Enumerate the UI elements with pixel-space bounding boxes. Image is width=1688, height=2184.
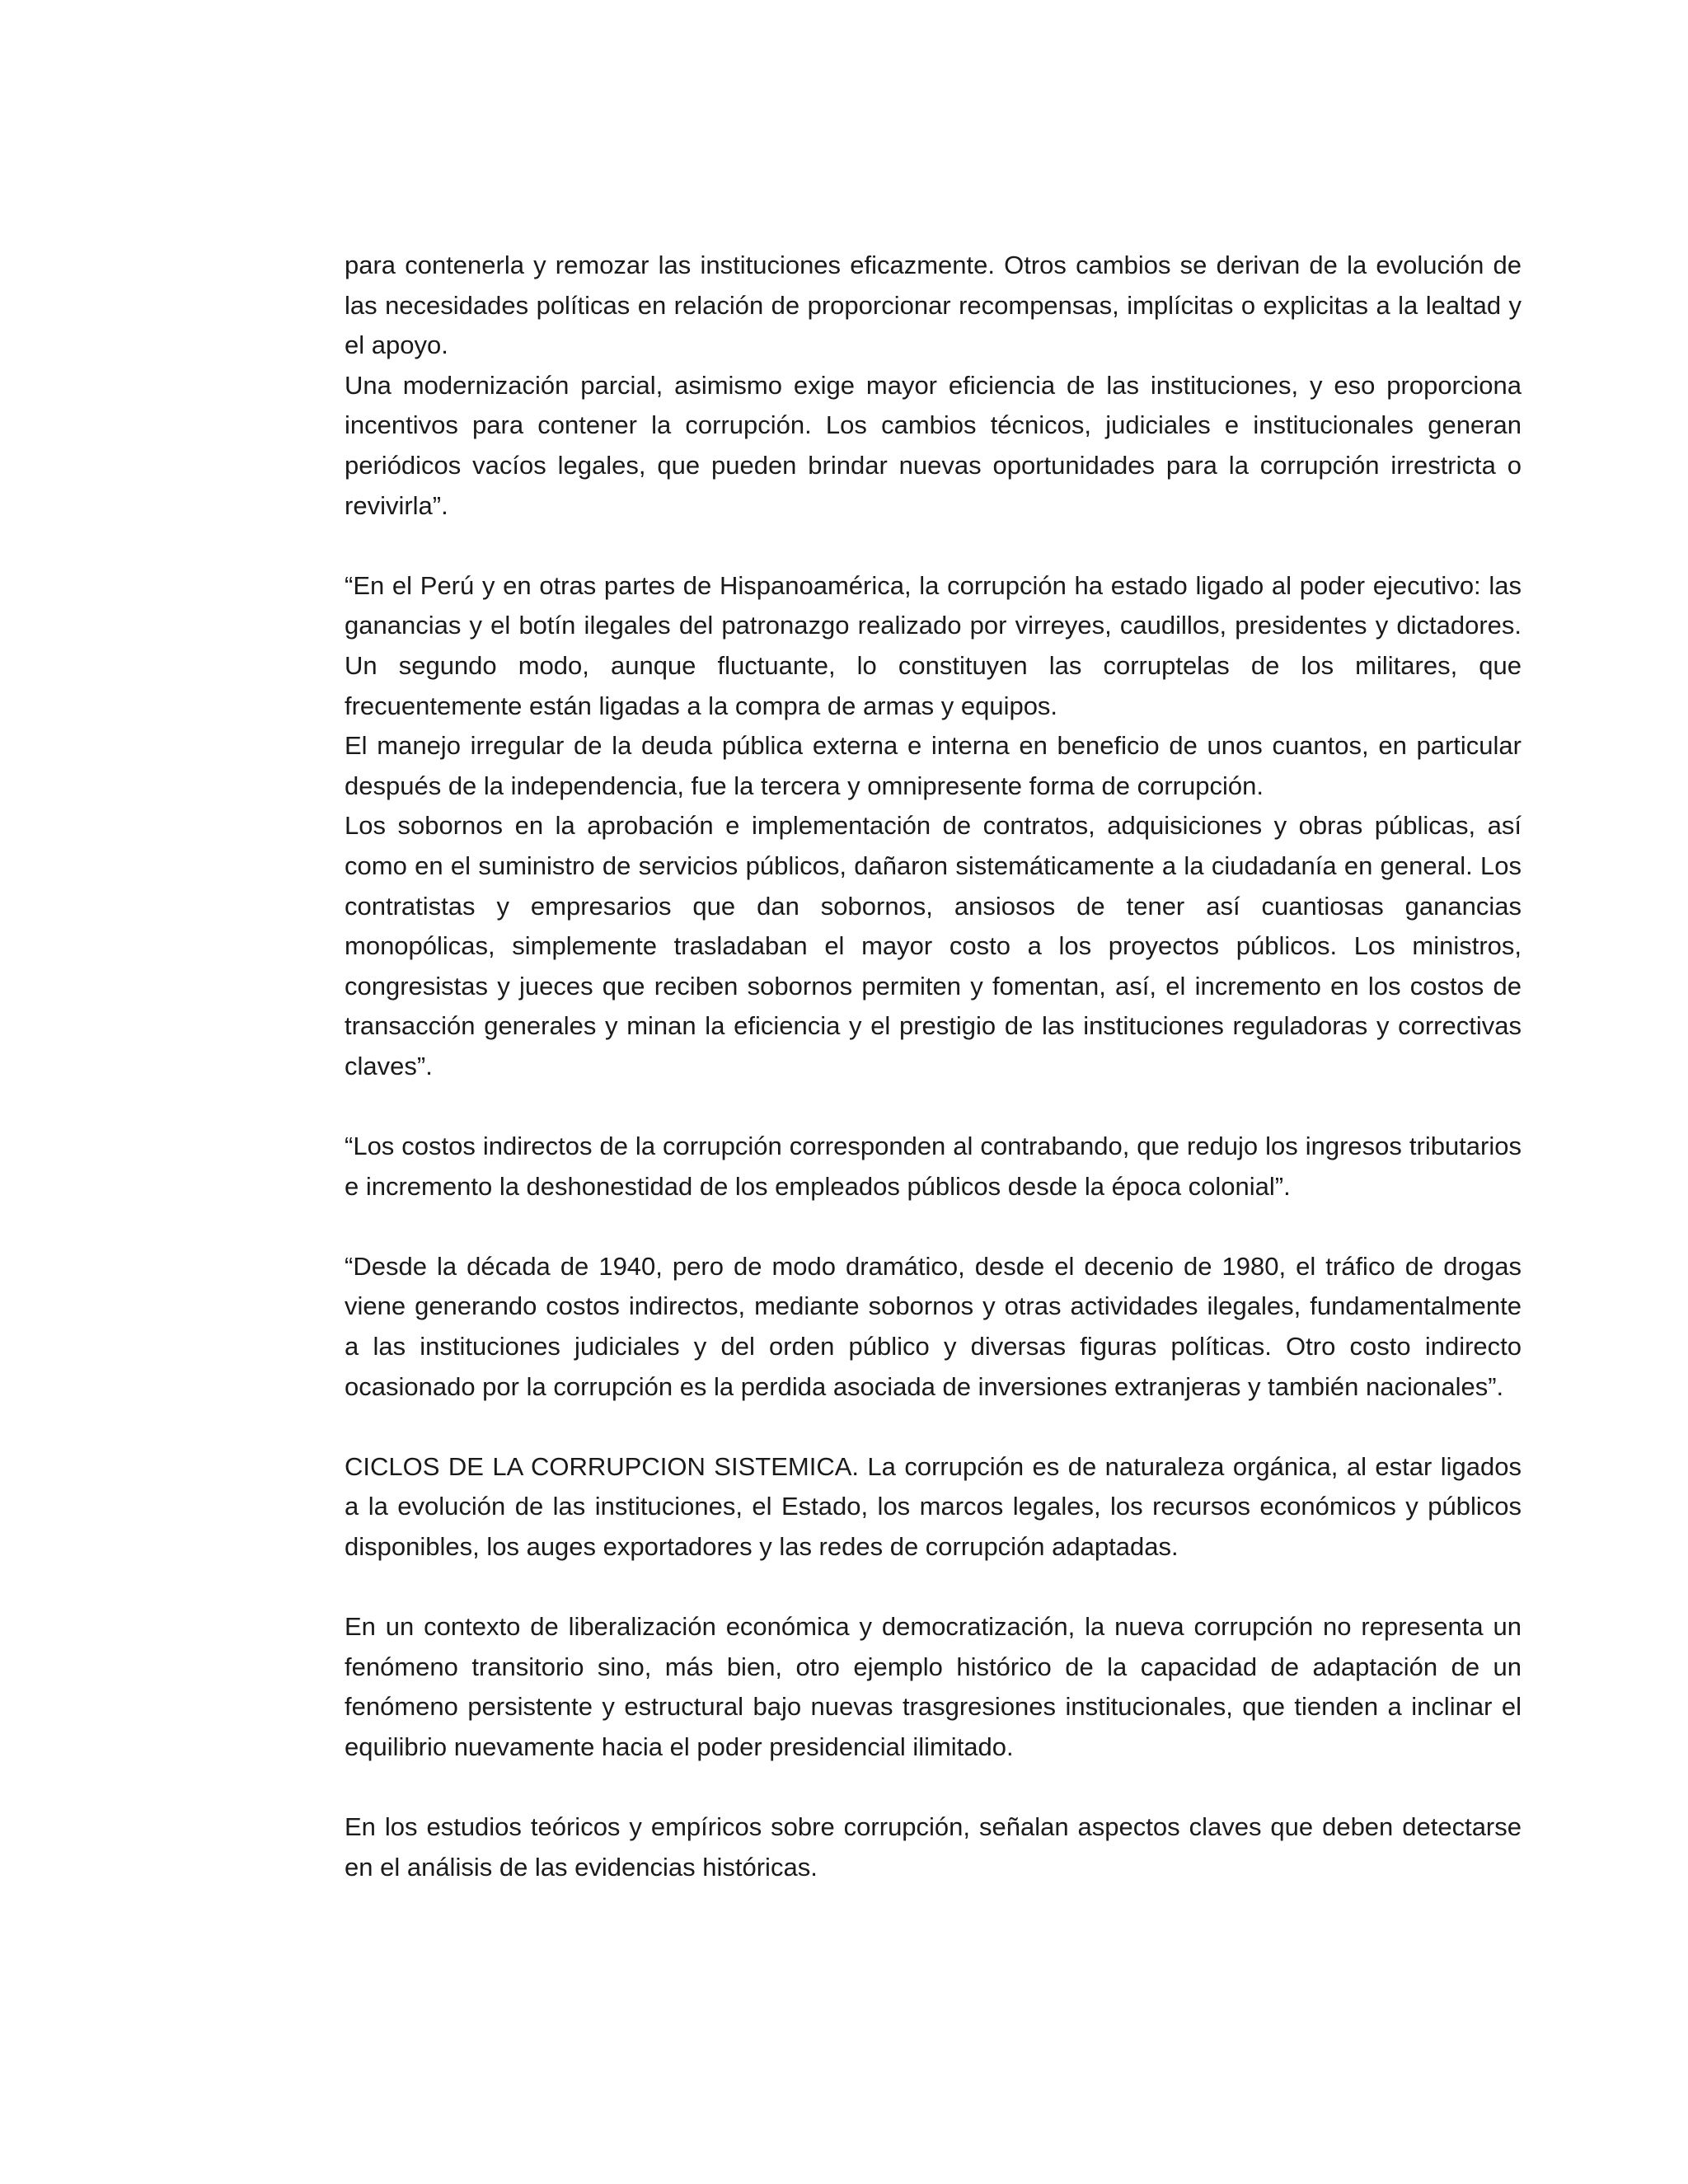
paragraph-peru-hispanoamerica: “En el Perú y en otras partes de Hispanoamérica, la corrupción ha estado ligado al poder ejecutivo: las ganancias y el botín ilegales del patronazgo realizado por virreyes, caudillos, presidentes y dictadores. Un segundo modo, aunque fluctuante, lo constituyen las corruptelas de los militares, que frecuentemente están ligadas a la compra de armas y equipos.	[345, 570, 1522, 720]
paragraph-liberalizacion: En un contexto de liberalización económica y democratización, la nueva corrupción no representa un fenómeno transitorio sino, más bien, otro ejemplo histórico de la capacidad de adaptación de un fenómeno persistente y estructural bajo nuevas trasgresiones institucionales, que tienden a inclinar el equilibrio nuevamente hacia el poder presidencial ilimitado.	[345, 1612, 1522, 1761]
paragraph-deuda-publica: El manejo irregular de la deuda pública externa e interna en beneficio de unos cuantos, en particular después de la independencia, fue la tercera y omnipresente forma de corrupción.	[345, 731, 1522, 800]
paragraph-contenerla: para contenerla y remozar las instituciones eficazmente. Otros cambios se derivan de la evolución de las necesidades políticas en relación de proporcionar recompensas, implícitas o explicitas a la lealtad y el apoyo.	[345, 251, 1522, 360]
paragraph-modernizacion: Una modernización parcial, asimismo exige mayor eficiencia de las instituciones, y eso proporciona incentivos para contener la corrupción. Los cambios técnicos, judiciales e institucionales generan periódicos vacíos legales, que pueden brindar nuevas oportunidades para la corrupción irrestricta o revivirla”.	[345, 370, 1522, 520]
paragraph-costos-indirectos: “Los costos indirectos de la corrupción corresponden al contrabando, que redujo los ingresos tributarios e incremento la deshonestidad de los empleados públicos desde la época colonial”.	[345, 1132, 1522, 1201]
paragraph-trafico-drogas: “Desde la década de 1940, pero de modo dramático, desde el decenio de 1980, el tráfico de drogas viene generando costos indirectos, mediante sobornos y otras actividades ilegales, fundamentalmente a las instituciones judiciales y del orden público y diversas figuras políticas. Otro costo indirecto ocasionado por la corrupción es la perdida asociada de inversiones extranjeras y también nacionales”.	[345, 1251, 1522, 1401]
paragraph-sobornos: Los sobornos en la aprobación e implementación de contratos, adquisiciones y obras públicas, así como en el suministro de servicios públicos, dañaron sistemáticamente a la ciudadanía en general. Los contratistas y empresarios que dan sobornos, ansiosos de tener así cuantiosas ganancias monopólicas, simplemente trasladaban el mayor costo a los proyectos públicos. Los ministros, congresistas y jueces que reciben sobornos permiten y fomentan, así, el incremento en los costos de transacción generales y minan la eficiencia y el prestigio de las instituciones reguladoras y correctivas claves”.	[345, 811, 1522, 1080]
document-body	[345, 246, 1522, 1887]
paragraph-estudios-teoricos: En los estudios teóricos y empíricos sobre corrupción, señalan aspectos claves que deben detectarse en el análisis de las evidencias históricas.	[345, 1812, 1522, 1882]
paragraph-ciclos-corrupcion: CICLOS DE LA CORRUPCION SISTEMICA. La corrupción es de naturaleza orgánica, al estar ligados a la evolución de las instituciones, el Estado, los marcos legales, los recursos económicos y públicos disponibles, los auges exportadores y las redes de corrupción adaptadas.	[345, 1451, 1522, 1561]
